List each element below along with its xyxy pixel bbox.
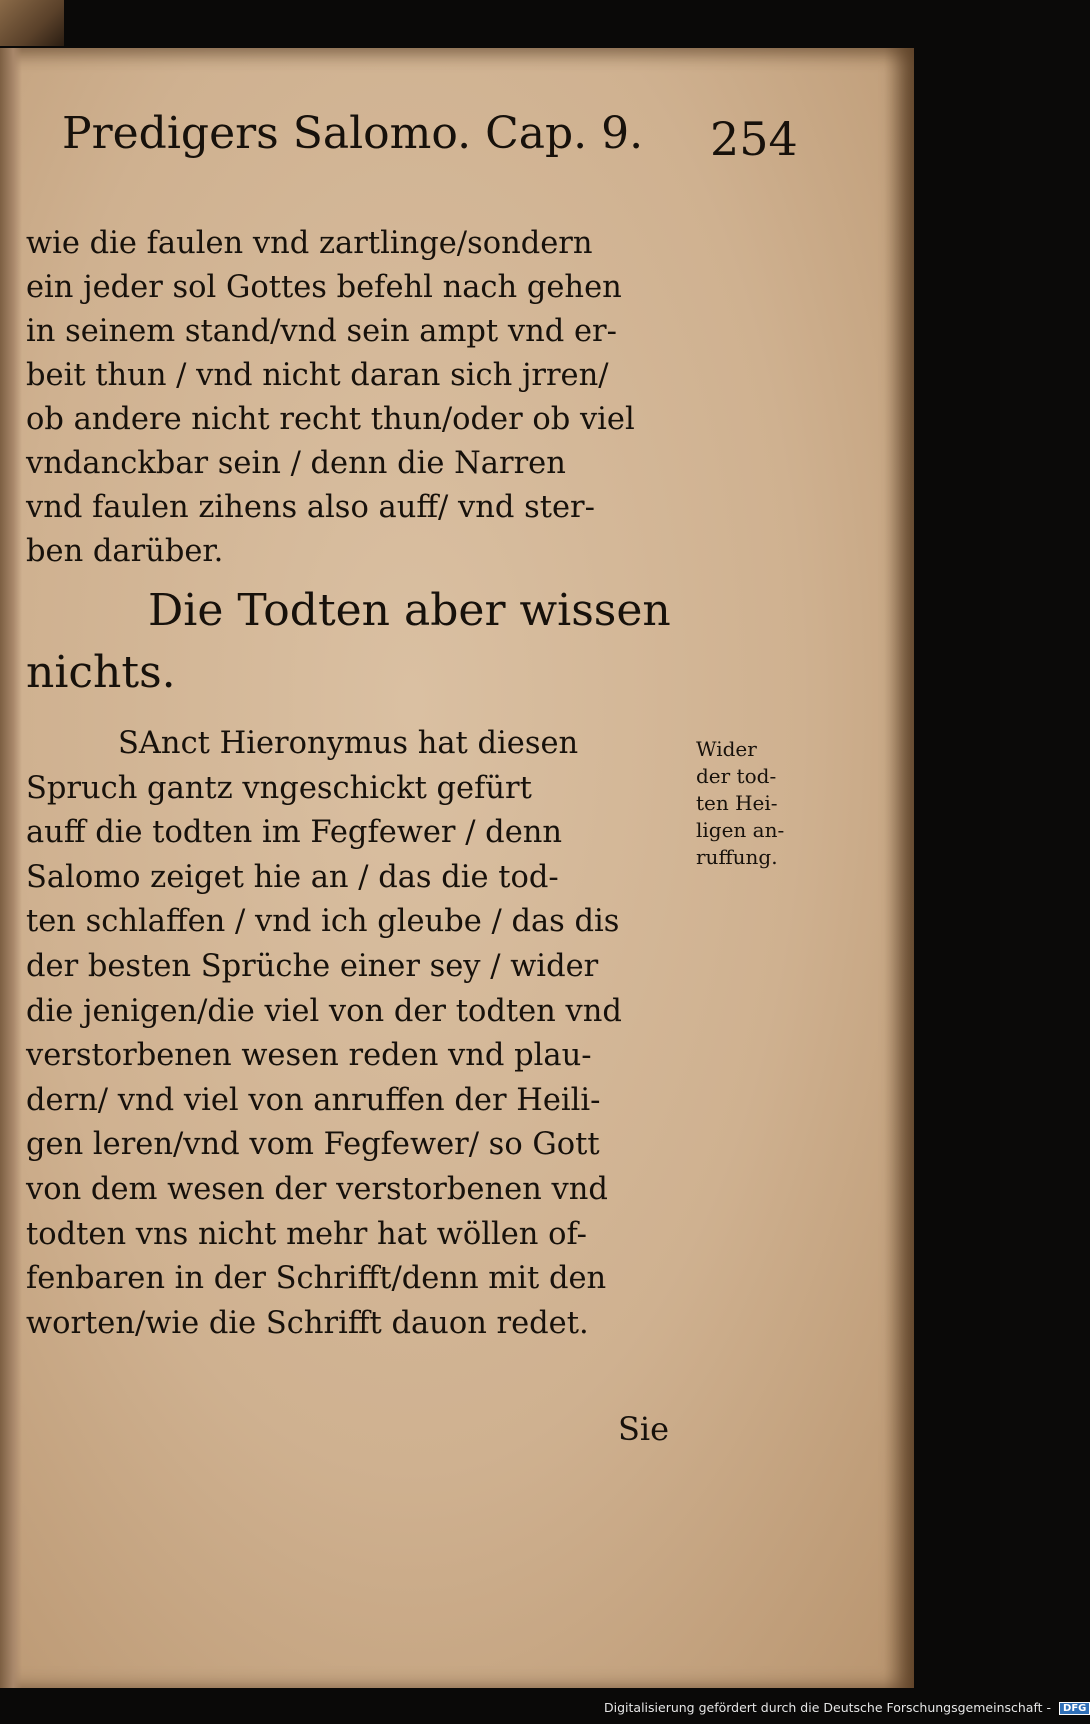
text-line: worten/wie die Schrifft dauon redet. (26, 1305, 589, 1341)
text-line: der besten Sprüche einer sey / wider (26, 948, 599, 984)
text-line: Salomo zeiget hie an / das die tod- (26, 859, 559, 895)
margin-line: der tod- (696, 764, 777, 788)
paragraph-main (26, 722, 686, 1346)
page-right-shadow (884, 48, 914, 1688)
margin-line: ruffung. (696, 845, 778, 869)
text-line: ten schlaffen / vnd ich gleube / das dis (26, 904, 620, 940)
paragraph-top (26, 222, 686, 574)
text-line: vnd faulen zihens also auff/ vnd ster- (26, 490, 595, 525)
text-line: SAnct Hieronymus hat diesen (118, 726, 579, 761)
margin-line: ten Hei- (696, 791, 778, 815)
text-line: verstorbenen wesen reden vnd plau- (26, 1038, 592, 1074)
running-title: Predigers Salomo. Cap. 9. (62, 108, 644, 159)
text-line: beit thun / vnd nicht daran sich jrren/ (26, 358, 609, 393)
text-line: von dem wesen der verstorbenen vnd (26, 1171, 608, 1207)
text-line: todten vns nicht mehr hat wöllen of- (26, 1216, 587, 1252)
heading-line-1: Die Todten aber wissen (148, 585, 671, 636)
adjacent-page-corner (0, 0, 64, 46)
catchword: Sie (618, 1410, 670, 1448)
margin-line: ligen an- (696, 818, 785, 842)
text-line: in seinem stand/vnd sein ampt vnd er- (26, 314, 617, 349)
text-line: gen leren/vnd vom Fegfewer/ so Gott (26, 1127, 600, 1163)
text-line: wie die faulen vnd zartlinge/sondern (26, 226, 593, 261)
scan-background-right (912, 0, 1000, 1724)
text-line: auff die todten im Fegfewer / denn (26, 815, 563, 851)
marginal-note (696, 736, 816, 871)
text-line: Spruch gantz vngeschickt gefürt (26, 770, 532, 806)
text-line: vndanckbar sein / denn die Narren (26, 446, 566, 481)
page-gutter-edge (0, 48, 22, 1688)
margin-line: Wider (696, 737, 757, 761)
dfg-logo: DFG (1059, 1702, 1090, 1715)
text-line: ein jeder sol Gottes befehl nach gehen (26, 270, 622, 305)
section-heading (26, 580, 686, 704)
credit-text: Digitalisierung gefördert durch die Deutsche Forschungsgemeinschaft - (604, 1700, 1052, 1715)
digitization-credit (604, 1700, 1087, 1715)
text-line: fenbaren in der Schrifft/denn mit den (26, 1261, 607, 1297)
page-number: 254 (710, 112, 798, 166)
scan-background-top (0, 0, 1000, 50)
text-line: ben darüber. (26, 534, 224, 569)
heading-line-2: nichts. (26, 647, 176, 698)
text-line: die jenigen/die viel von der todten vnd (26, 993, 622, 1029)
text-line: dern/ vnd viel von anruffen der Heili- (26, 1082, 601, 1118)
text-line: ob andere nicht recht thun/oder ob viel (26, 402, 635, 437)
